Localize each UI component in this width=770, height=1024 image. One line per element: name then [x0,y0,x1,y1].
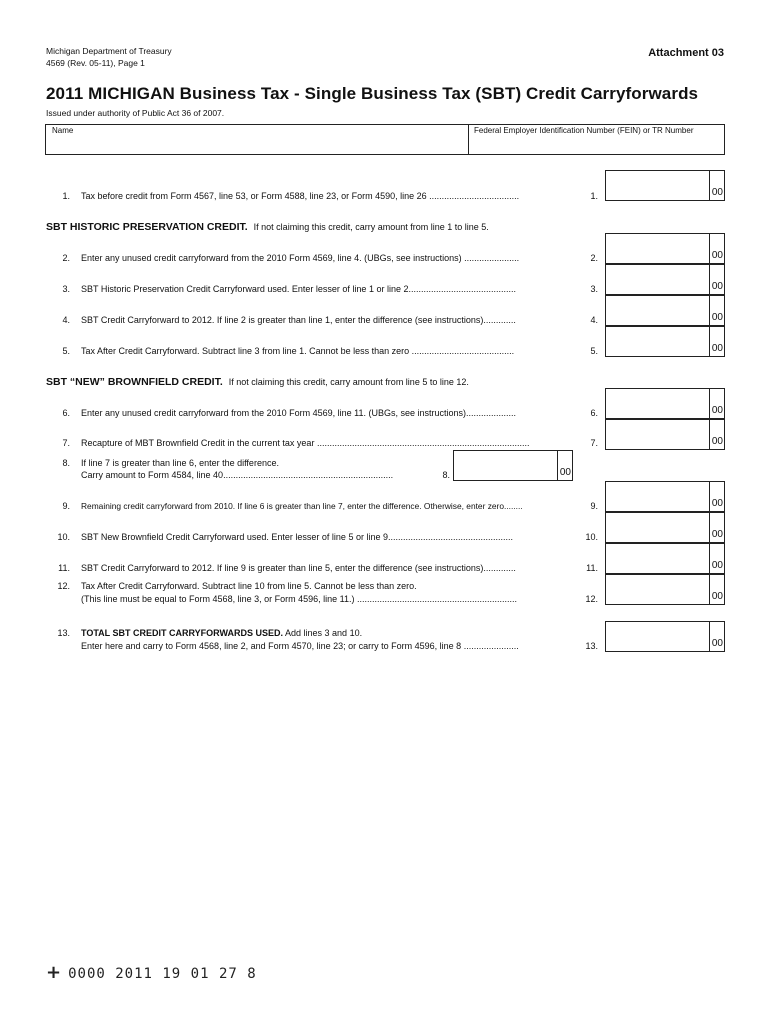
line-10-text: SBT New Brownfield Credit Carryforward used. Enter lesser of line 5 or line 9.................................................. [81,532,513,542]
taxpayer-info-divider [468,124,469,155]
line-10-ref: 10. [585,532,598,542]
line-9-cents: 00 [711,498,723,509]
page-title: 2011 MICHIGAN Business Tax - Single Business Tax (SBT) Credit Carryforwards [46,84,699,103]
line-5-number: 5. [62,346,70,356]
line-13-text-cont: Enter here and carry to Form 4568, line 2, and Form 4570, line 23; or carry to Form 4596, line 8 ...................... [81,641,519,651]
line-2-text: Enter any unused credit carryforward from the 2010 Form 4569, line 4. (UBGs, see instructions) ...................... [81,253,520,263]
line-13-ref: 13. [585,641,598,651]
name-label: Name [52,126,74,135]
line-8-text-cont: Carry amount to Form 4584, line 40.................................................................... [81,470,394,480]
line-2-cents: 00 [711,250,723,261]
line-4-text: SBT Credit Carryforward to 2012. If line 2 is greater than line 1, enter the difference (see instructions)............. [81,315,516,325]
historic-section-note: If not claiming this credit, carry amount from line 1 to line 5. [253,222,489,232]
line-4-amount-input[interactable] [605,295,725,326]
line-6-amount-input[interactable] [605,388,725,419]
line-10-cents: 00 [711,529,723,540]
line-11-text: SBT Credit Carryforward to 2012. If line 9 is greater than line 5, enter the difference (see instructions)............. [81,563,516,573]
line-5-text: Tax After Credit Carryforward. Subtract line 3 from line 1. Cannot be less than zero ......................................... [81,346,515,356]
line-12-ref: 12. [585,594,598,604]
line-11-ref: 11. [586,563,598,573]
line-1-text: Tax before credit from Form 4567, line 53, or Form 4588, line 23, or Form 4590, line 26 .................................... [81,191,520,201]
line-3-number: 3. [62,284,70,294]
line-7-cents: 00 [711,436,723,447]
line-11-number: 11. [58,563,70,573]
line-12-cents: 00 [711,591,723,602]
line-11-cents: 00 [711,560,723,571]
line-8-ref: 8. [442,470,450,480]
line-12-text: Tax After Credit Carryforward. Subtract line 10 from line 5. Cannot be less than zero. [81,581,417,591]
line-13-instruction: Add lines 3 and 10. [283,628,363,638]
authority-note: Issued under authority of Public Act 36 of 2007. [46,108,225,118]
line-3-text: SBT Historic Preservation Credit Carryforward used. Enter lesser of line 1 or line 2........................................... [81,284,516,294]
line-6-text: Enter any unused credit carryforward from the 2010 Form 4569, line 11. (UBGs, see instructions).................... [81,408,517,418]
historic-section-title: SBT HISTORIC PRESERVATION CREDIT. [46,221,248,233]
line-6-cents: 00 [711,405,723,416]
line-8-cents: 00 [559,467,571,478]
line-8-number: 8. [62,458,70,468]
line-1-ref: 1. [590,191,598,201]
line-5-cents: 00 [711,343,723,354]
line-3-amount-input[interactable] [605,264,725,295]
line-1-number: 1. [62,191,70,201]
form-barcode [46,962,257,983]
brownfield-section-title: SBT “NEW” BROWNFIELD CREDIT. [46,376,223,388]
agency-name: Michigan Department of Treasury [46,46,172,56]
line-10-number: 10. [57,532,70,542]
line-9-amount-input[interactable] [605,481,725,512]
line-7-number: 7. [62,438,70,448]
fein-label: Federal Employer Identification Number (FEIN) or TR Number [474,126,694,135]
line-1-cents: 00 [711,187,723,198]
line-5-ref: 5. [590,346,598,356]
line-13-title: TOTAL SBT CREDIT CARRYFORWARDS USED. [81,628,284,638]
line-2-amount-input[interactable] [605,233,725,264]
line-7-text: Recapture of MBT Brownfield Credit in the current tax year ..................................................................................... [81,438,530,448]
line-13-number: 13. [57,628,70,638]
barcode-number: 0000 2011 19 01 27 8 [68,966,257,982]
brownfield-section-note: If not claiming this credit, carry amount from line 5 to line 12. [228,377,469,387]
line-9-number: 9. [62,501,70,511]
line-13-cents: 00 [711,638,723,649]
historic-section-heading [46,221,489,233]
line-4-number: 4. [62,315,70,325]
name-input[interactable] [47,136,466,154]
line-9-ref: 9. [590,501,598,511]
line-2-number: 2. [62,253,70,263]
line-13-amount-input[interactable] [605,621,725,652]
line-9-text: Remaining credit carryforward from 2010. If line 6 is greater than line 7, enter the difference. Otherwise, enter zero........ [81,501,523,511]
line-11-amount-input[interactable] [605,543,725,574]
line-3-ref: 3. [590,284,598,294]
line-6-ref: 6. [590,408,598,418]
line-1-amount-input[interactable] [605,170,725,201]
line-6-number: 6. [62,408,70,418]
line-12-text-cont: (This line must be equal to Form 4568, line 3, or Form 4596, line 11.) ................................................................ [81,594,517,604]
line-12-number: 12. [57,581,70,591]
line-7-ref: 7. [590,438,598,448]
registration-plus-icon: + [46,962,63,983]
line-12-amount-input[interactable] [605,574,725,605]
line-10-amount-input[interactable] [605,512,725,543]
line-4-ref: 4. [590,315,598,325]
line-3-cents: 00 [711,281,723,292]
line-7-amount-input[interactable] [605,419,725,450]
line-8-text: If line 7 is greater than line 6, enter the difference. [81,458,279,468]
attachment-number: Attachment 03 [648,47,724,59]
line-2-ref: 2. [590,253,598,263]
fein-input[interactable] [470,136,723,154]
line-8-amount-input[interactable] [453,450,573,481]
line-13-text [81,628,362,638]
form-revision: 4569 (Rev. 05-11), Page 1 [46,58,145,68]
line-5-amount-input[interactable] [605,326,725,357]
line-4-cents: 00 [711,312,723,323]
brownfield-section-heading [46,376,469,388]
